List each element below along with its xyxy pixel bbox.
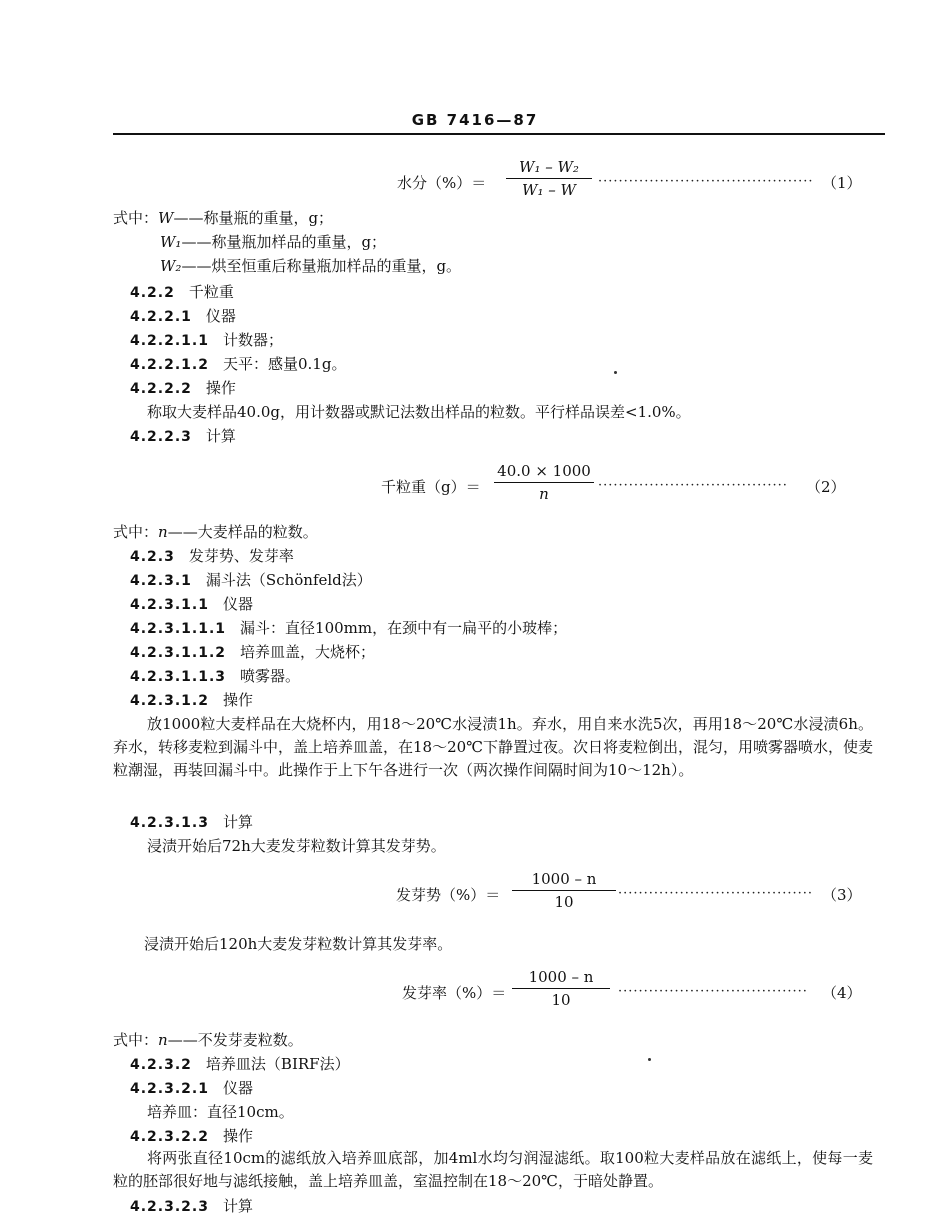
section-heading [130, 282, 234, 303]
formula-2-denominator: n [539, 485, 549, 503]
formula-4-numerator: 1000 – n [528, 968, 594, 986]
fraction-bar [506, 178, 592, 179]
header-rule [113, 133, 885, 135]
formula-3-fraction [512, 870, 616, 911]
section-title: 计算 [222, 813, 253, 831]
formula-1-number: （1） [822, 174, 862, 192]
section-heading [130, 378, 236, 399]
section-heading [130, 1078, 253, 1099]
variable-desc: ——烘至恒重后称量瓶加样品的重量，g。 [181, 257, 462, 275]
section-number: 4.2.3.2 [130, 1057, 192, 1073]
section-title: 计数器； [222, 331, 283, 349]
section-heading [130, 1054, 350, 1075]
where-prefix: 式中： [113, 209, 159, 227]
where-line [160, 232, 386, 252]
section-number: 4.2.3.2.3 [130, 1199, 209, 1215]
paragraph: 培养皿：直径10cm。 [147, 1103, 294, 1121]
section-heading [130, 546, 294, 567]
section-title: 仪器 [205, 307, 236, 325]
section-heading [130, 330, 283, 351]
variable-w: W [158, 209, 174, 227]
formula-1-denominator: W₁ – W [522, 181, 576, 199]
where-prefix: 式中： [113, 1031, 159, 1049]
section-number: 4.2.3.2.2 [130, 1129, 209, 1145]
section-number: 4.2.3.1.1 [130, 597, 209, 613]
section-number: 4.2.2.3 [130, 429, 192, 445]
fraction-bar [512, 890, 616, 891]
variable-desc: ——大麦样品的粒数。 [167, 523, 318, 541]
variable-desc: ——称量瓶的重量，g； [173, 209, 334, 227]
paragraph: 将两张直径10cm的滤纸放入培养皿底部，加4ml水均匀润湿滤纸。取100粒大麦样品放在滤纸上，使每一麦粒的胚部很好地与滤纸接触，盖上培养皿盖，室温控制在18～20℃，于暗处静置。 [113, 1149, 873, 1190]
formula-2-number: （2） [806, 478, 846, 496]
section-heading [130, 426, 236, 447]
section-heading [130, 690, 253, 711]
formula-2-label: 千粒重（g）＝ [381, 478, 481, 496]
section-title: 培养皿法（BIRF法） [205, 1055, 350, 1073]
paragraph: 浸渍开始后120h大麦发芽粒数计算其发芽率。 [144, 935, 453, 953]
formula-4-denominator: 10 [551, 991, 571, 1009]
section-number: 4.2.3.1.3 [130, 815, 209, 831]
section-title: 漏斗：直径100mm，在颈中有一扁平的小玻棒； [240, 619, 568, 637]
scan-speck [648, 1058, 651, 1061]
section-title: 千粒重 [188, 283, 234, 301]
section-title: 计算 [222, 1197, 253, 1215]
section-number: 4.2.3.1 [130, 573, 192, 589]
section-heading [130, 618, 567, 639]
formula-2-numerator: 40.0 × 1000 [497, 462, 591, 480]
formula-4-label: 发芽率（%）＝ [402, 984, 507, 1002]
section-heading [130, 594, 253, 615]
formula-1-label: 水分（%）＝ [397, 174, 487, 192]
formula-4-fraction [512, 968, 610, 1009]
paragraph: 称取大麦样品40.0g，用计数器或默记法数出样品的粒数。平行样品误差<1.0%。 [147, 403, 691, 421]
section-title: 操作 [222, 1127, 253, 1145]
section-title: 仪器 [222, 595, 253, 613]
section-number: 4.2.2.1 [130, 309, 192, 325]
fraction-bar [512, 988, 610, 989]
leader-dots: ······································ [618, 886, 814, 901]
standard-header: GB 7416—87 [411, 111, 539, 129]
fraction-bar [494, 482, 594, 483]
leader-dots: ·········································· [598, 174, 814, 189]
formula-4-number: （4） [822, 984, 862, 1002]
section-heading [130, 666, 300, 687]
where-line [113, 208, 333, 228]
section-title: 发芽势、发芽率 [188, 547, 294, 565]
leader-dots: ····································· [598, 478, 788, 493]
section-number: 4.2.3 [130, 549, 175, 565]
variable-desc: ——称量瓶加样品的重量，g； [181, 233, 387, 251]
section-title: 操作 [222, 691, 253, 709]
where-line [113, 1030, 303, 1050]
section-number: 4.2.3.1.1.2 [130, 645, 227, 661]
section-number: 4.2.3.1.1.1 [130, 621, 227, 637]
section-title: 培养皿盖，大烧杯； [240, 643, 376, 661]
formula-1-numerator: W₁ – W₂ [519, 158, 579, 176]
section-title: 仪器 [222, 1079, 253, 1097]
variable-w1: W₁ [160, 233, 182, 251]
section-number: 4.2.2 [130, 285, 175, 301]
section-title: 喷雾器。 [240, 667, 301, 685]
section-title: 天平：感量0.1g。 [222, 355, 347, 373]
section-heading [130, 306, 236, 327]
section-heading [130, 354, 346, 375]
section-title: 计算 [205, 427, 236, 445]
variable-w2: W₂ [160, 257, 182, 275]
formula-2-fraction [494, 462, 594, 503]
where-prefix: 式中： [113, 523, 159, 541]
variable-desc: ——不发芽麦粒数。 [167, 1031, 303, 1049]
section-heading [130, 570, 372, 591]
leader-dots: ····································· [618, 984, 808, 999]
section-number: 4.2.3.1.2 [130, 693, 209, 709]
formula-3-number: （3） [822, 886, 862, 904]
section-number: 4.2.3.2.1 [130, 1081, 209, 1097]
where-line [113, 522, 318, 542]
section-number: 4.2.3.1.1.3 [130, 669, 227, 685]
section-heading [130, 812, 253, 833]
section-heading [130, 1126, 253, 1147]
variable-n: n [158, 523, 168, 541]
paragraph: 放1000粒大麦样品在大烧杯内，用18～20℃水浸渍1h。弃水，用自来水洗5次，再用18～20℃水浸渍6h。弃水，转移麦粒到漏斗中，盖上培养皿盖，在18～20℃下静置过夜。次日将麦粒倒出，混匀，用喷雾器喷水，使麦粒潮湿，再装回漏斗中。此操作于上下午各进行一次（两次操作间隔时间为10～12h）。 [113, 715, 873, 779]
formula-3-numerator: 1000 – n [531, 870, 597, 888]
paragraph: 浸渍开始后72h大麦发芽粒数计算其发芽势。 [147, 837, 446, 855]
section-number: 4.2.2.1.2 [130, 357, 209, 373]
section-heading [130, 642, 375, 663]
variable-n: n [158, 1031, 168, 1049]
section-number: 4.2.2.2 [130, 381, 192, 397]
formula-1-fraction [506, 158, 592, 199]
section-title: 操作 [205, 379, 236, 397]
section-number: 4.2.2.1.1 [130, 333, 209, 349]
where-line [160, 256, 461, 276]
scan-speck [614, 371, 617, 374]
formula-3-denominator: 10 [554, 893, 574, 911]
formula-3-label: 发芽势（%）＝ [396, 886, 501, 904]
section-title: 漏斗法（Schönfeld法） [205, 571, 372, 589]
